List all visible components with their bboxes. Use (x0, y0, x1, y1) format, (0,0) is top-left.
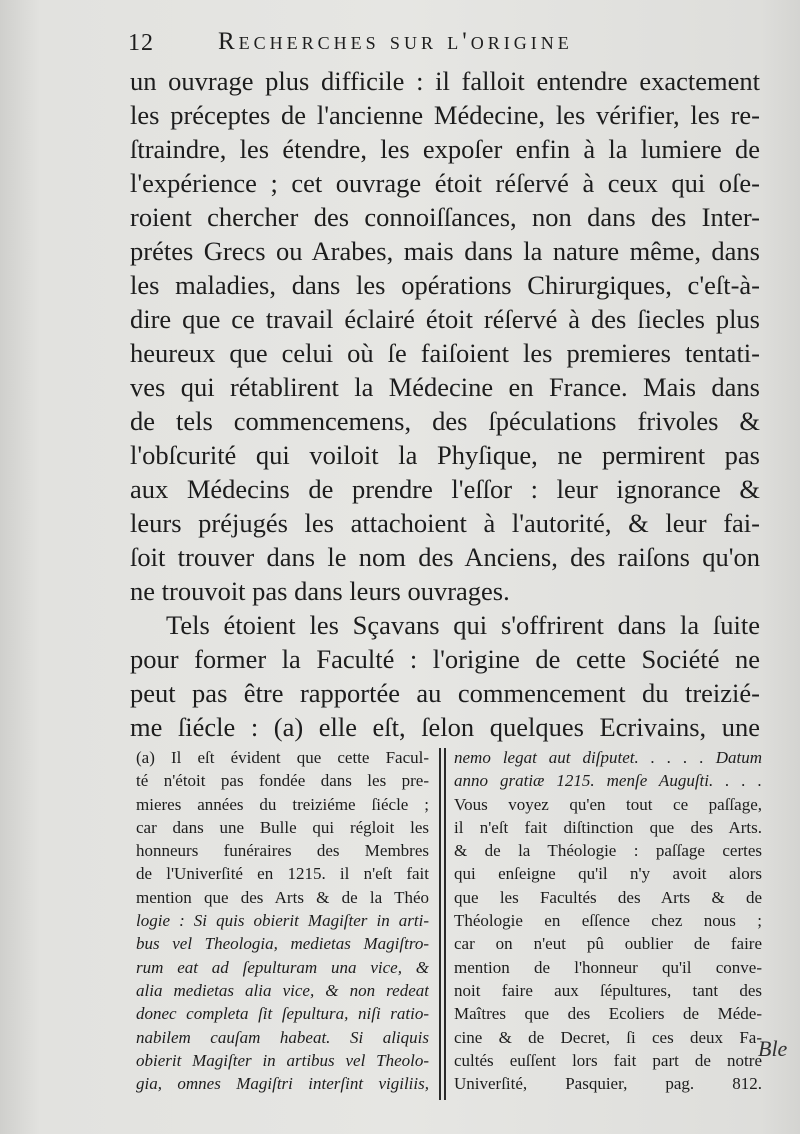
footnote-line: mention que des Arts & de la Théo (136, 887, 429, 907)
main-text (130, 64, 760, 744)
footnote-line: gia, omnes Magiſtri interſint vigiliis, (136, 1074, 429, 1094)
body-line: ne trouvoit pas dans leurs ouvrages. (130, 576, 510, 606)
footnote-right-column (454, 746, 762, 1095)
footnote-line: donec completa ſit ſepultura, niſi ratio- (136, 1004, 429, 1024)
body-line: roient chercher des connoiſſances, non dans des Inter- (130, 202, 760, 232)
running-title: Recherches sur l'origine (218, 28, 573, 55)
body-line: les maladies, dans les opérations Chirurgiques, c'eſt-à- (130, 270, 760, 300)
footnote-line: & de la Théologie : paſſage certes (454, 841, 762, 861)
footnote-line: cultés euſſent lors fait part de notre (454, 1050, 762, 1070)
body-line: un ouvrage plus difficile : il falloit entendre exactement (130, 66, 760, 96)
body-line: peut pas être rapportée au commencement du treizié- (130, 678, 760, 708)
footnote-line: Univerſité, Pasquier, pag. 812. (454, 1074, 762, 1094)
body-line: dire que ce travail éclairé étoit réſervé à des ſiecles plus (130, 304, 760, 334)
footnote-line: té n'étoit pas fondée dans les pre- (136, 771, 429, 791)
page-header (128, 26, 768, 60)
footnote-line: obierit Magiſter in artibus vel Theolo- (136, 1050, 429, 1070)
footnote-line: que les Facultés des Arts & de (454, 887, 762, 907)
footnotes (136, 746, 764, 1106)
body-line: ves qui rétablirent la Médecine en France. Mais dans (130, 372, 760, 402)
body-line: prétes Grecs ou Arabes, mais dans la nature même, dans (130, 236, 760, 266)
footnote-line: rum eat ad ſepulturam una vice, & (136, 957, 429, 977)
footnote-left-column (136, 746, 429, 1095)
footnote-line: noit faire aux ſépultures, tant des (454, 980, 762, 1000)
body-line: aux Médecins de prendre l'eſſor : leur ignorance & (130, 474, 760, 504)
body-line: de tels commencemens, des ſpéculations frivoles & (130, 406, 760, 436)
body-line: Tels étoient les Sçavans qui s'offrirent dans la ſuite (166, 610, 760, 640)
footnote-line: il n'eſt fait diſtinction que des Arts. (454, 817, 762, 837)
body-line: l'expérience ; cet ouvrage étoit réſervé à ceux qui oſe- (130, 168, 760, 198)
body-line: leurs préjugés les attachoient à l'autorité, & leur fai- (130, 508, 760, 538)
body-line: l'obſcurité qui voiloit la Phyſique, ne permirent pas (130, 440, 760, 470)
footnote-line: alia medietas alia vice, & non redeat (136, 980, 429, 1000)
footnote-line: anno gratiæ 1215. menſe Auguſti. . . . (454, 771, 762, 791)
footnote-line: logie : Si quis obierit Magiſter in arti- (136, 911, 429, 931)
footnote-line: mieres années du treiziéme ſiécle ; (136, 794, 429, 814)
footnote-line: Vous voyez qu'en tout ce paſſage, (454, 794, 762, 814)
column-divider (444, 748, 446, 1100)
footnote-line: bus vel Theologia, medietas Magiſtro- (136, 934, 429, 954)
footnote-line: cine & de Decret, ſi ces deux Fa- (454, 1027, 762, 1047)
body-line: ſtraindre, les étendre, les expoſer enfin à la lumiere de (130, 134, 760, 164)
handwritten-margin-note: Ble (758, 1036, 788, 1061)
footnote-line: qui enſeigne qu'il n'y avoit alors (454, 864, 762, 884)
footnote-line: nemo legat aut diſputet. . . . . Datum (454, 748, 762, 767)
body-line: les préceptes de l'ancienne Médecine, les vérifier, les re- (130, 100, 760, 130)
footnote-line: mention de l'honneur qu'il conve- (454, 957, 762, 977)
column-divider (439, 748, 441, 1100)
footnote-line: Maîtres que des Ecoliers de Méde- (454, 1004, 762, 1024)
footnote-line: car on n'eut pû oublier de faire (454, 934, 762, 954)
page-number: 12 (128, 30, 154, 56)
body-line: me ſiécle : (a) elle eſt, ſelon quelques Ecrivains, une (130, 712, 760, 742)
footnote-line: car dans une Bulle qui régloit les (136, 817, 429, 837)
footnote-line: (a) Il eſt évident que cette Facul- (136, 748, 429, 767)
footnote-line: de l'Univerſité en 1215. il n'eſt fait (136, 864, 429, 884)
body-line: heureux que celui où ſe faiſoient les premieres tentati- (130, 338, 760, 368)
body-line: pour former la Faculté : l'origine de cette Société ne (130, 644, 760, 674)
body-line: ſoit trouver dans le nom des Anciens, des raiſons qu'on (130, 542, 760, 572)
footnote-line: Théologie en eſſence chez nous ; (454, 911, 762, 931)
footnote-line: honneurs funéraires des Membres (136, 841, 429, 861)
footnote-line: nabilem cauſam habeat. Si aliquis (136, 1027, 429, 1047)
